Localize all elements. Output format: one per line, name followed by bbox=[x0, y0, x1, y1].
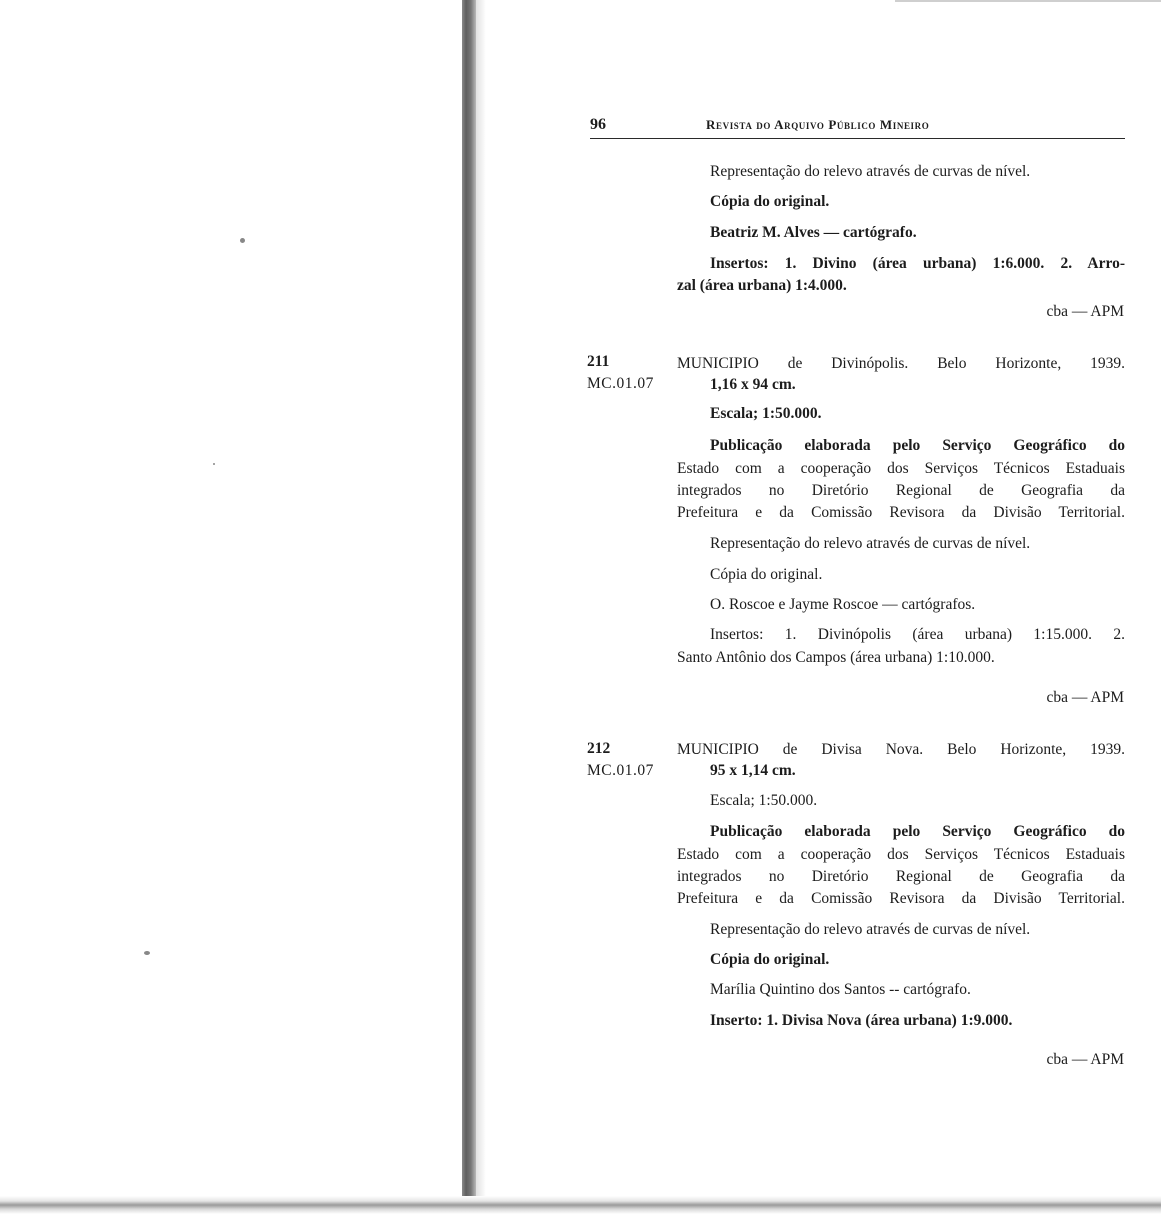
entry-cartographers: O. Roscoe e Jayme Roscoe — cartógrafos. bbox=[710, 596, 976, 613]
entry-title-line-2: 95 x 1,14 cm. bbox=[710, 762, 796, 779]
entry-publication-line-2: Estado com a cooperação dos Serviços Técnicos Estaduais bbox=[677, 846, 1125, 863]
entry-insets-line-1: Insertos: 1. Divinópolis (área urbana) 1:15.000. 2. bbox=[710, 626, 1125, 643]
entry-title-line-1: MUNICIPIO de Divisa Nova. Belo Horizonte, 1939. bbox=[677, 741, 1125, 758]
entry-location: cba — APM bbox=[1046, 689, 1124, 706]
entry-scale: Escala; 1:50.000. bbox=[710, 405, 822, 422]
entry-publication-line-3: integrados no Diretório Regional de Geografia da bbox=[677, 482, 1125, 499]
entry-code: MC.01.07 bbox=[587, 762, 654, 779]
gutter-shadow bbox=[476, 0, 486, 1214]
entry-number: 212 bbox=[587, 740, 611, 757]
page-header bbox=[590, 116, 1125, 139]
bottom-page-edge bbox=[0, 1196, 1161, 1214]
entry-code: MC.01.07 bbox=[587, 375, 654, 392]
entry-relief: Representação do relevo através de curvas de nível. bbox=[710, 535, 1031, 552]
top-edge-line bbox=[895, 0, 1161, 2]
entry-title-line-2: 1,16 x 94 cm. bbox=[710, 376, 796, 393]
entry-inset: Inserto: 1. Divisa Nova (área urbana) 1:9.000. bbox=[710, 1012, 1013, 1029]
book-gutter bbox=[462, 0, 476, 1214]
continuation-copy: Cópia do original. bbox=[710, 193, 830, 210]
entry-relief: Representação do relevo através de curvas de nível. bbox=[710, 921, 1031, 938]
entry-scale: Escala; 1:50.000. bbox=[710, 792, 818, 809]
entry-number: 211 bbox=[587, 353, 610, 370]
entry-publication-line-2: Estado com a cooperação dos Serviços Técnicos Estaduais bbox=[677, 460, 1125, 477]
entry-title-line-1: MUNICIPIO de Divinópolis. Belo Horizonte, 1939. bbox=[677, 355, 1125, 372]
entry-publication-line-3: integrados no Diretório Regional de Geografia da bbox=[677, 868, 1125, 885]
continuation-location: cba — APM bbox=[1046, 303, 1124, 320]
continuation-cartographer: Beatriz M. Alves — cartógrafo. bbox=[710, 224, 917, 241]
continuation-insets-line-1: Insertos: 1. Divino (área urbana) 1:6.000. 2. Arro- bbox=[710, 255, 1125, 272]
entry-insets-line-2: Santo Antônio dos Campos (área urbana) 1:10.000. bbox=[677, 649, 995, 666]
entry-publication-line-4: Prefeitura e da Comissão Revisora da Divisão Territorial. bbox=[677, 504, 1125, 521]
entry-publication-line-1: Publicação elaborada pelo Serviço Geográfico do bbox=[710, 437, 1125, 454]
entry-copy: Cópia do original. bbox=[710, 566, 823, 583]
entry-location: cba — APM bbox=[1046, 1051, 1124, 1068]
scan-speck bbox=[213, 463, 215, 465]
scan-speck bbox=[144, 951, 150, 955]
continuation-insets-line-2: zal (área urbana) 1:4.000. bbox=[677, 277, 847, 294]
entry-copy: Cópia do original. bbox=[710, 951, 830, 968]
running-title: Revista do Arquivo Público Mineiro bbox=[706, 117, 930, 132]
entry-publication-line-1: Publicação elaborada pelo Serviço Geográfico do bbox=[710, 823, 1125, 840]
entry-publication-line-4: Prefeitura e da Comissão Revisora da Divisão Territorial. bbox=[677, 890, 1125, 907]
page-number: 96 bbox=[590, 116, 606, 133]
entry-cartographer: Marília Quintino dos Santos -- cartógrafo. bbox=[710, 981, 971, 998]
scan-speck bbox=[240, 238, 245, 243]
continuation-relief: Representação do relevo através de curvas de nível. bbox=[710, 163, 1031, 180]
